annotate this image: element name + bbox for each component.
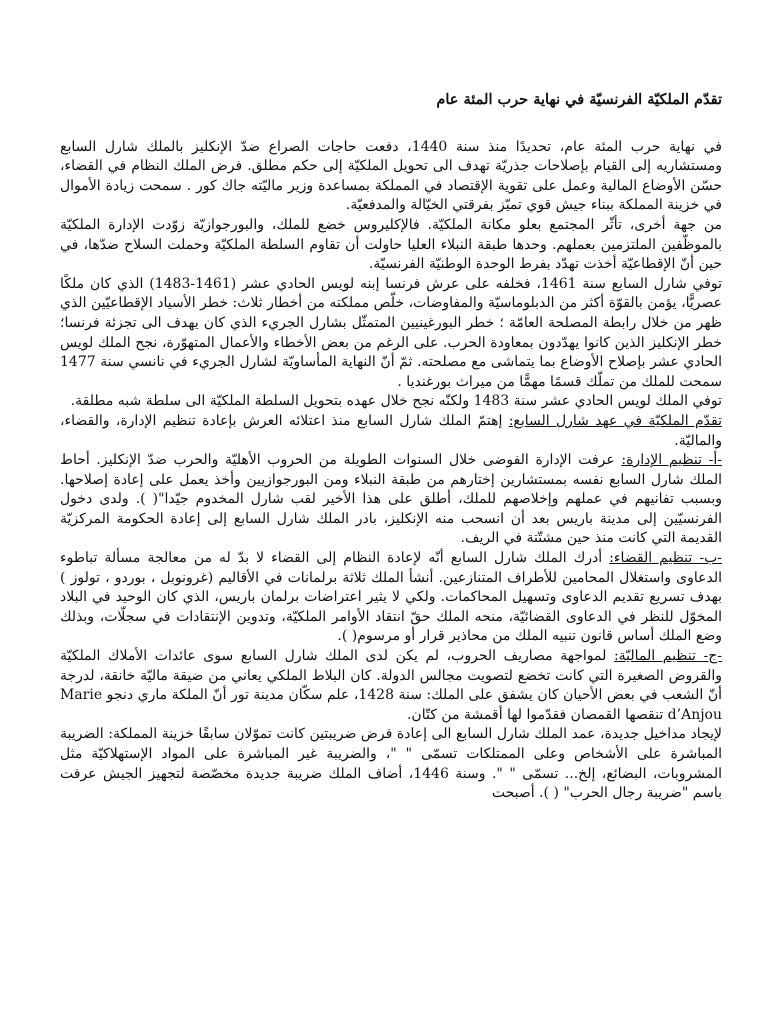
paragraph-taxes: لإيجاد مداخيل جديدة، عمد الملك شارل السابع الى إعادة فرض ضريبتين كانت تموّلان سابقًا خزينة المملكة: الضريبة المباشرة على الأشخاص وعلى الممتلكات تسمّى " "، والضريبة غير المباشرة على المواد الإستهلاكيّة مثل المشروبات، البضائع، إلخ... تسمّى " ". وسنة 1446، أضاف الملك ضريبة جديدة مخصّصة لتجهيز الجيش عرفت باسم "ضريبة رجال الحرب" ( ). أصبحت [60,726,722,802]
section-justice [60,549,722,647]
section-charles-vii [60,412,722,451]
section-text-justice: أدرك الملك شارل السابع أنّه لإعادة النظام إلى القضاء لا بدّ له من معالجة مسألة تباطوء الدعاوى واستغلال المحامين للأطراف المتنازعين. أنشأ الملك ثلاثة برلمانات في الأقاليم (غرونوبل ، بوردو ، تولوز ) بهدف تسريع تقديم الدعاوى وتسهيل المحاكمات. ولكي لا يثير اعتراضات برلمان باريس، الذي كان الوحيد في البلاد المخوّل للنظر في الدعاوى القضائيّة، منحه الملك حقّ انتقاد الأوامر الملكيّة، وتدوين الإنتقادات في سجلّات، وبذلك وضع الملك أساس قانون تنبيه الملك من محاذير قرار أو مرسوم( ). [60,550,722,645]
section-text-charles-vii: إهتمّ الملك شارل السابع منذ اعتلائه العرش بإعادة تنظيم الإدارة، والقضاء، والماليّة. [60,412,722,449]
paragraph-society: من جهة أخرى، تأثّر المجتمع بعلو مكانة الملكيّة. فالإكليروس خضع للملك، والبورجوازيّة زوّدت الإدارة الملكيّة بالموظّفين الملتزمين بعملهم. وحدها طبقة النبلاء العليا حاولت أن تقاوم السلطة الملكيّة وحملت السلاح ضدّها، في حين أنّ الإقطاعيّة أخذت تهدّد بفرط الوحدة الوطنيّة الفرنسيّة. [60,216,722,273]
section-text-finance: لمواجهة مصاريف الحروب، لم يكن لدى الملك شارل السابع سوى عائدات الأملاك الملكيّة والقروض الصغيرة التي كانت تخضع لتصويت مجالس الدولة. كان البلاط الملكي يعاني من ضيقة ماليّة خانقة، لدرجة أنّ الشعب في بعض الأحيان كان يشفق على الملك: سنة 1428، علم سكّان مدينة تور أنّ الملكة ماري دنجو Marie d’Anjou تنقصها القمصان فقدّموا لها أقمشة من كتّان. [60,648,722,723]
section-finance [60,647,722,725]
section-heading-justice: -ب- تنظيم القضاء: [609,550,722,567]
section-administration [60,451,722,549]
document-page [60,90,722,804]
paragraph-intro: في نهاية حرب المئة عام، تحديدًا منذ سنة 1440، دفعت حاجات الصراع ضدّ الإنكليز بالملك شارل السابع ومستشاريه إلى القيام بإصلاحات جذريّة تهدف الى تحويل الملكيّة إلى حكم مطلق. فرض الملك النظام في القضاء، حسّن الأوضاع المالية وعمل على تقوية الإقتصاد في المملكة بمساعدة وزير ماليّته جاك كور . سمحت زيادة الأموال في خزينة المملكة ببناء جيش قوي تميّز بفرقتي الخيّالة والمدفعيّة. [60,138,722,214]
section-heading-finance: -ج- تنظيم الماليّة: [613,648,723,665]
paragraph-louis-xi: توفي شارل السابع سنة 1461، فخلفه على عرش فرنسا إبنه لويس الحادي عشر (1461-1483) الذي كان ملكًا عصريًّا، يؤمن بالقوّة أكثر من الدبلوماسيّة والمفاوضات، خلّص مملكته من أخطار ثلاث: خطر الأسياد الإقطاعيّين الذي ظهر من خلال رابطة المصلحة العامّة ؛ خطر البورغينيين المتمثّل بشارل الجريء الذي كان يهدف الى تجزئة فرنسا؛ خطر الإنكليز الذين كانوا يهدّدون بمعاودة الحرب. على الرغم من بعض الأخطاء والأعمال المتهوّرة، نجح الملك لويس الحادي عشر بإصلاح الأوضاع بما يتماشى مع مصلحته. ثمّ أنّ النهاية المأساويّة لشارل الجريء في نانسي سنة 1477 سمحت للملك من تملّك قسمًا مهمًّا من ميراث بورغنديا . [60,275,722,390]
document-title: تقدّم الملكيّة الفرنسيّة في نهاية حرب المئة عام [436,91,722,108]
section-text-administration: عرفت الإدارة الفوضى خلال السنوات الطويلة من الحروب الأهليّة والحرب ضدّ الإنكليز. أحاط الملك شارل السابع نفسه بمستشارين إختارهم من طبقة النبلاء ومن البورجوازيين وأخذ يعمل على إعادة إصلاحها. وبسبب تفانيهم في عملهم وإخلاصهم للملك، أطلق على هذا الأخير لقب شارل المخدوم جيّدا"( ). ولدى دخول الفرنسيّين إلى مدينة باريس بعد أن انسحب منه الإنكليز، بادر الملك شارل السابع إلى إعادة الحكومة المركزيّة القديمة التي كانت منذ حين مشتّتة في الريف. [60,452,722,547]
section-heading-charles-vii: تقدّم الملكيّة في عهد شارل السابع: [508,412,722,429]
section-heading-administration: -أ- تنظيم الإدارة: [621,452,722,469]
paragraph-louis-xi-death: توفي الملك لويس الحادي عشر سنة 1483 ولكنّه نجح خلال عهده بتحويل السلطة الملكيّة الى سلطة شبه مطلقة. [70,393,722,410]
